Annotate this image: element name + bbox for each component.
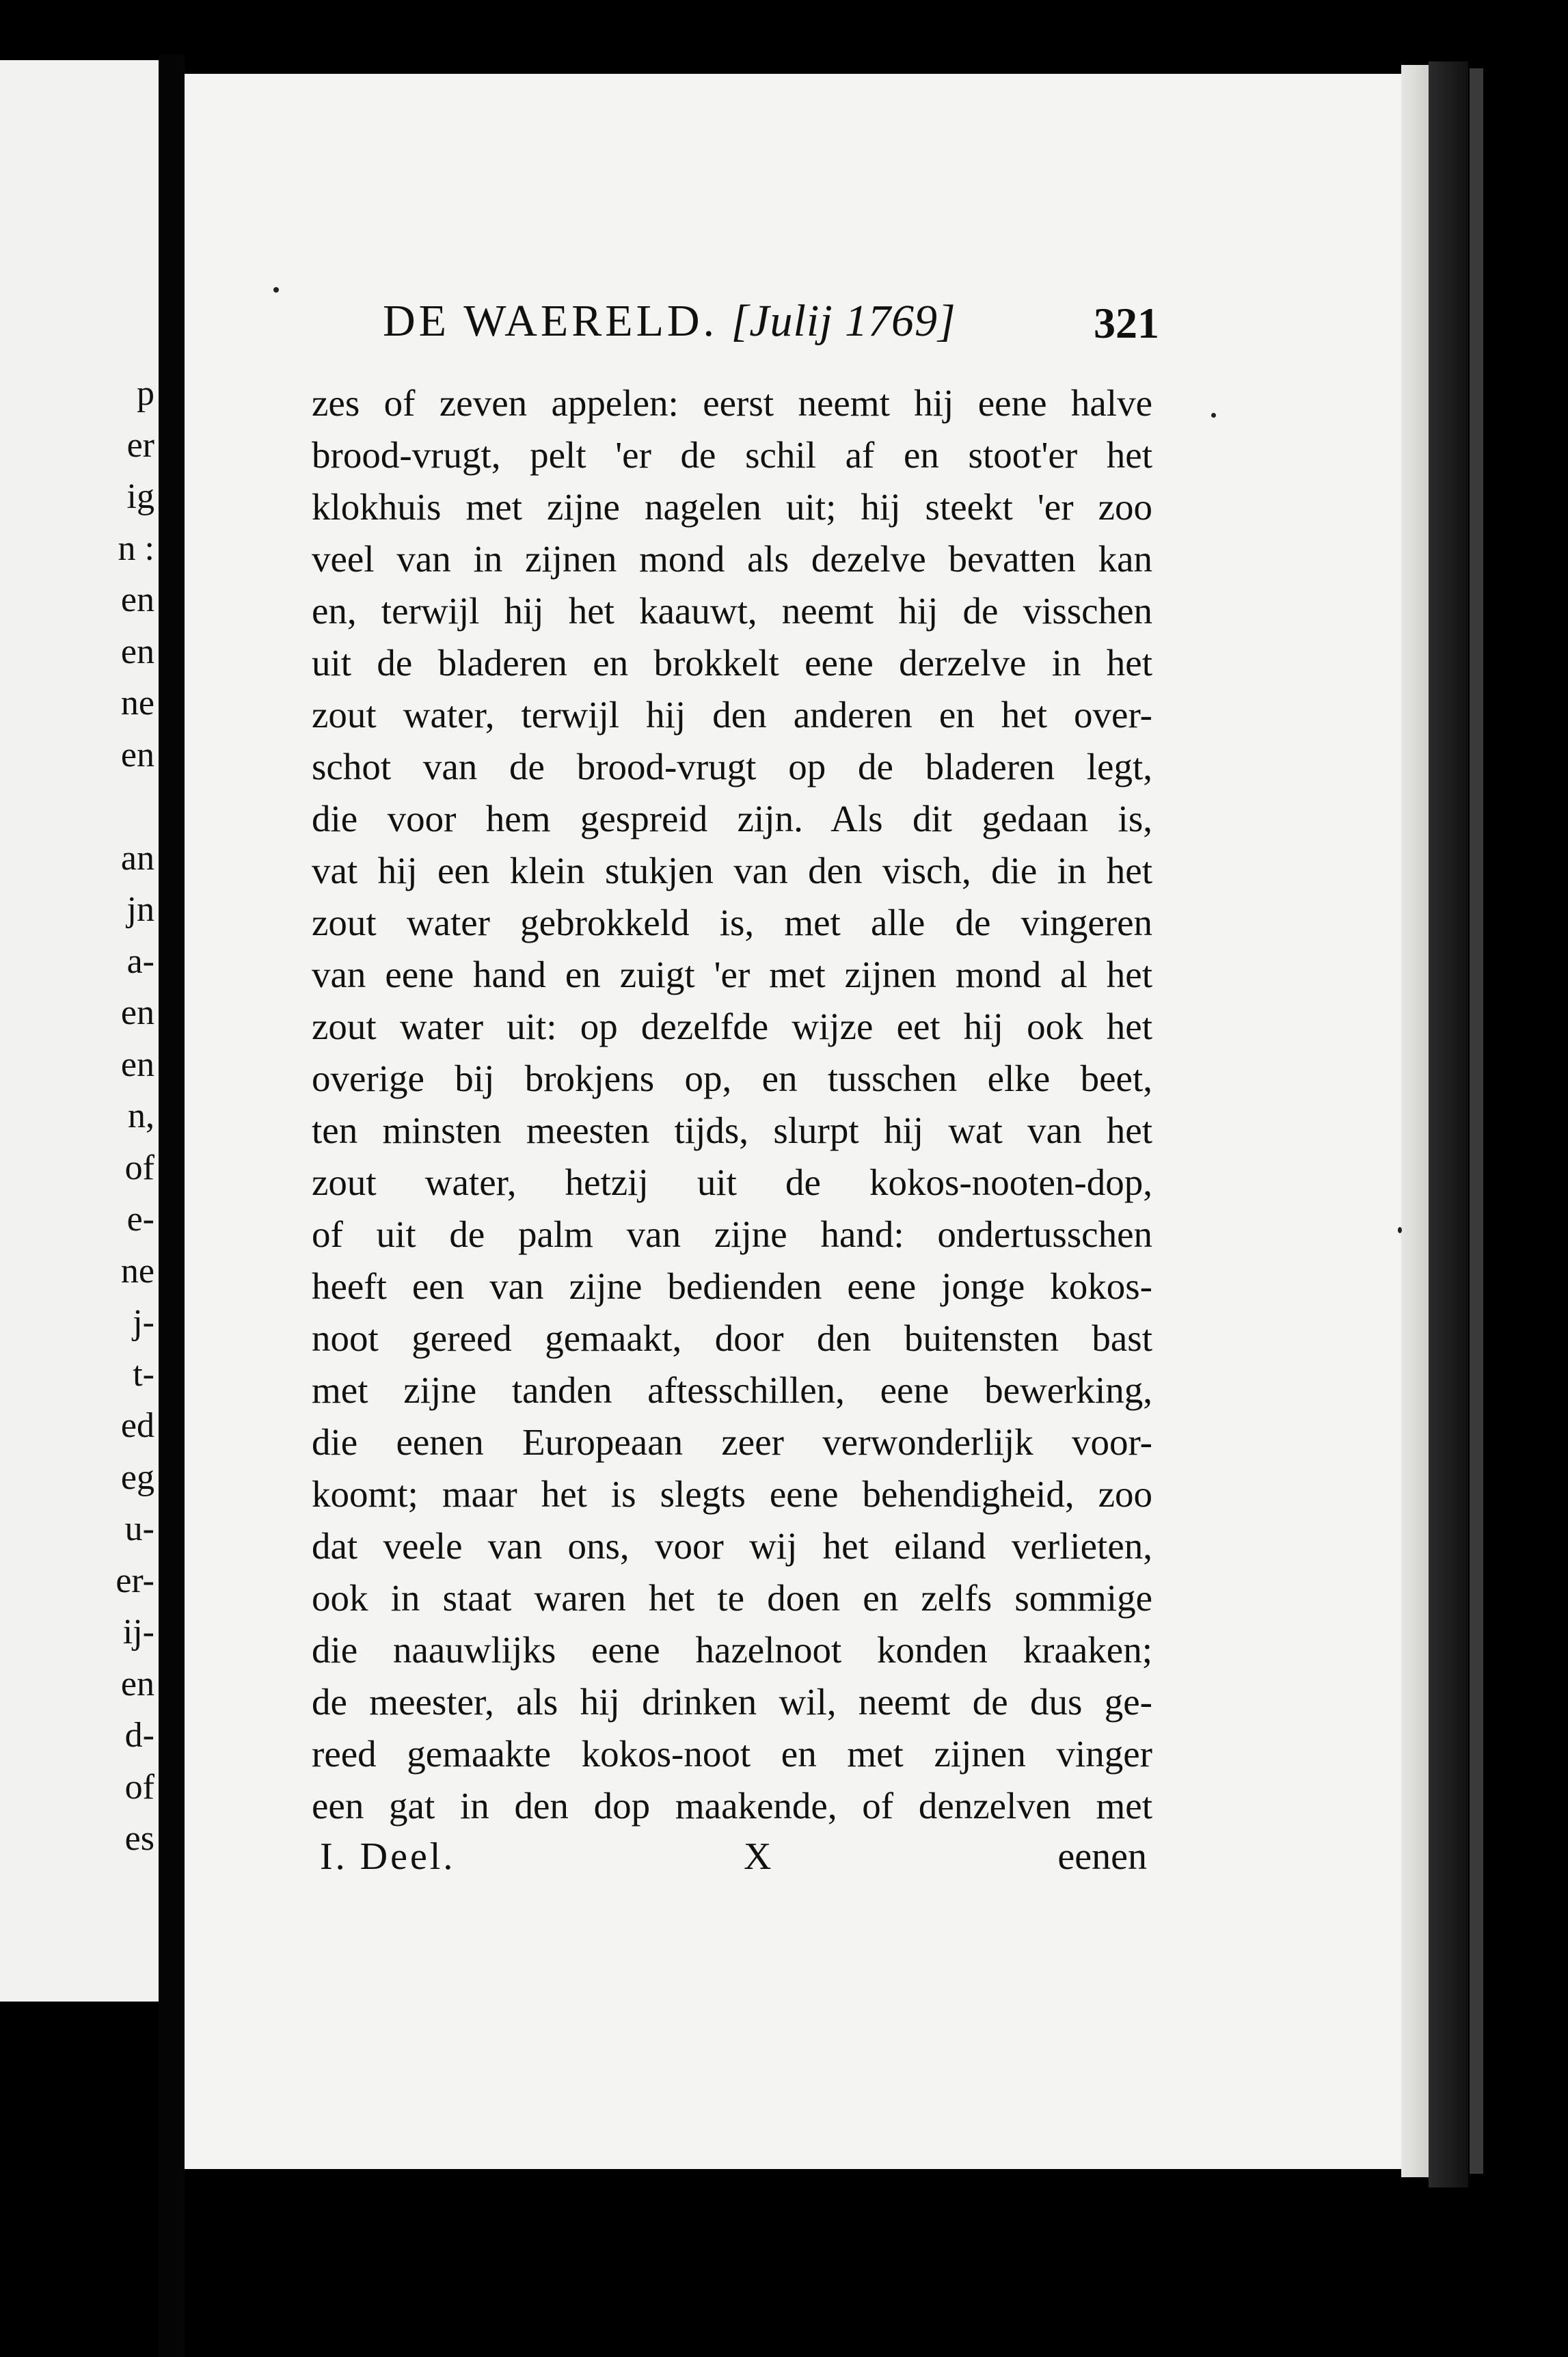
- left-page-fragment: u-: [124, 1509, 154, 1548]
- text-line: noot gereed gemaakt, door den buitensten bast: [312, 1317, 1152, 1359]
- left-page-fragment: en: [120, 632, 154, 671]
- paper-speck: [273, 287, 279, 293]
- left-page-fragment: n :: [118, 528, 154, 568]
- left-page-fragment: e-: [126, 1200, 154, 1239]
- left-page-fragment: en: [120, 1045, 154, 1084]
- text-line: die naauwlijks eene hazelnoot konden kraaken;: [312, 1629, 1152, 1671]
- gathering-mark: X: [744, 1835, 772, 1878]
- left-page-fragment: en: [120, 580, 154, 619]
- paper-speck: [1398, 1227, 1402, 1233]
- text-line: zout water gebrokkeld is, met alle de vingeren: [312, 902, 1152, 943]
- left-page-fragment: ne: [120, 684, 154, 723]
- text-line: zout water uit: op dezelfde wijze eet hij ook het: [312, 1006, 1152, 1047]
- text-line: zout water, hetzij uit de kokos-nooten-dop,: [312, 1161, 1152, 1203]
- left-page-fragment: n,: [128, 1096, 154, 1135]
- left-page-fragment: er-: [116, 1561, 154, 1600]
- left-page-fragment: er: [126, 425, 154, 465]
- left-page-fragment: d-: [124, 1716, 154, 1755]
- text-line: klokhuis met zijne nagelen uit; hij steekt 'er zoo: [312, 486, 1152, 528]
- text-line: brood-vrugt, pelt 'er de schil af en stoot'er het: [312, 434, 1152, 476]
- text-line: dat veele van ons, voor wij het eiland verlieten,: [312, 1525, 1152, 1567]
- text-line: ten minsten meesten tijds, slurpt hij wat van het: [312, 1109, 1152, 1151]
- text-line: of uit de palm van zijne hand: ondertusschen: [312, 1213, 1152, 1255]
- text-line: een gat in den dop maakende, of denzelven met: [312, 1785, 1152, 1827]
- body-text: [312, 377, 1152, 1832]
- running-head-title: DE WAERELD.: [383, 296, 718, 346]
- left-page-fragment: ne: [120, 1251, 154, 1291]
- text-line: veel van in zijnen mond als dezelve bevatten kan: [312, 538, 1152, 580]
- book-gutter: [159, 55, 185, 2357]
- left-page-fragment: eg: [120, 1457, 154, 1497]
- text-line: die eenen Europeaan zeer verwonderlijk voor-: [312, 1421, 1152, 1463]
- running-head: [383, 295, 1155, 350]
- text-line: zout water, terwijl hij den anderen en het over-: [312, 694, 1152, 736]
- left-page-fragment: of: [124, 1148, 154, 1187]
- page-edge-dark: [1429, 62, 1468, 2187]
- left-page-fragment: of: [124, 1767, 154, 1807]
- left-page-fragment: [100, 781, 154, 833]
- text-line: schot van de brood-vrugt op de bladeren legt,: [312, 746, 1152, 787]
- left-page-fragment: p: [137, 374, 154, 413]
- text-line: en, terwijl hij het kaauwt, neemt hij de visschen: [312, 590, 1152, 632]
- left-page-fragment: j-: [133, 1303, 154, 1342]
- text-line: vat hij een klein stukjen van den visch, die in het: [312, 850, 1152, 891]
- left-page-fragment: t-: [133, 1354, 154, 1394]
- volume-signature: I. Deel.: [320, 1835, 456, 1878]
- text-line: met zijne tanden aftesschillen, eene bewerking,: [312, 1369, 1152, 1411]
- left-page-fragment: en: [120, 993, 154, 1032]
- text-line: koomt; maar het is slegts eene behendigheid, zoo: [312, 1473, 1152, 1515]
- text-line: uit de bladeren en brokkelt eene derzelve in het: [312, 642, 1152, 684]
- left-page-fragment: an: [120, 838, 154, 878]
- catchword: eenen: [1057, 1835, 1147, 1878]
- left-page-fragment: en: [120, 1664, 154, 1703]
- left-page-fragment: es: [124, 1819, 154, 1858]
- left-page-fragment: ij-: [122, 1613, 154, 1652]
- text-line: die voor hem gespreid zijn. Als dit gedaan is,: [312, 798, 1152, 839]
- text-line: ook in staat waren het te doen en zelfs sommige: [312, 1577, 1152, 1619]
- text-line: zes of zeven appelen: eerst neemt hij eene halve: [312, 382, 1152, 424]
- text-line: reed gemaakte kokos-noot en met zijnen vinger: [312, 1733, 1152, 1775]
- text-line: heeft een van zijne bedienden eene jonge kokos-: [312, 1265, 1152, 1307]
- text-line: van eene hand en zuigt 'er met zijnen mond al het: [312, 954, 1152, 995]
- text-line: de meester, als hij drinken wil, neemt de dus ge-: [312, 1681, 1152, 1723]
- running-head-date: [Julij 1769]: [731, 296, 956, 346]
- page-edge-shadow: [1401, 65, 1429, 2177]
- left-page-fragment: jn: [126, 890, 154, 929]
- paper-speck: [1211, 413, 1216, 418]
- page-edge-stack: [1470, 68, 1483, 2174]
- left-page-fragment: a-: [126, 941, 154, 981]
- page-footer: [320, 1835, 1147, 1889]
- left-page-fragment: ed: [120, 1406, 154, 1445]
- text-line: overige bij brokjens op, en tusschen elke beet,: [312, 1058, 1152, 1099]
- left-page-fragment: ig: [126, 477, 154, 516]
- left-facing-page: [0, 60, 159, 2002]
- page-number: 321: [1094, 299, 1159, 347]
- left-page-text-fragments: [100, 368, 154, 1865]
- left-page-fragment: en: [120, 735, 154, 775]
